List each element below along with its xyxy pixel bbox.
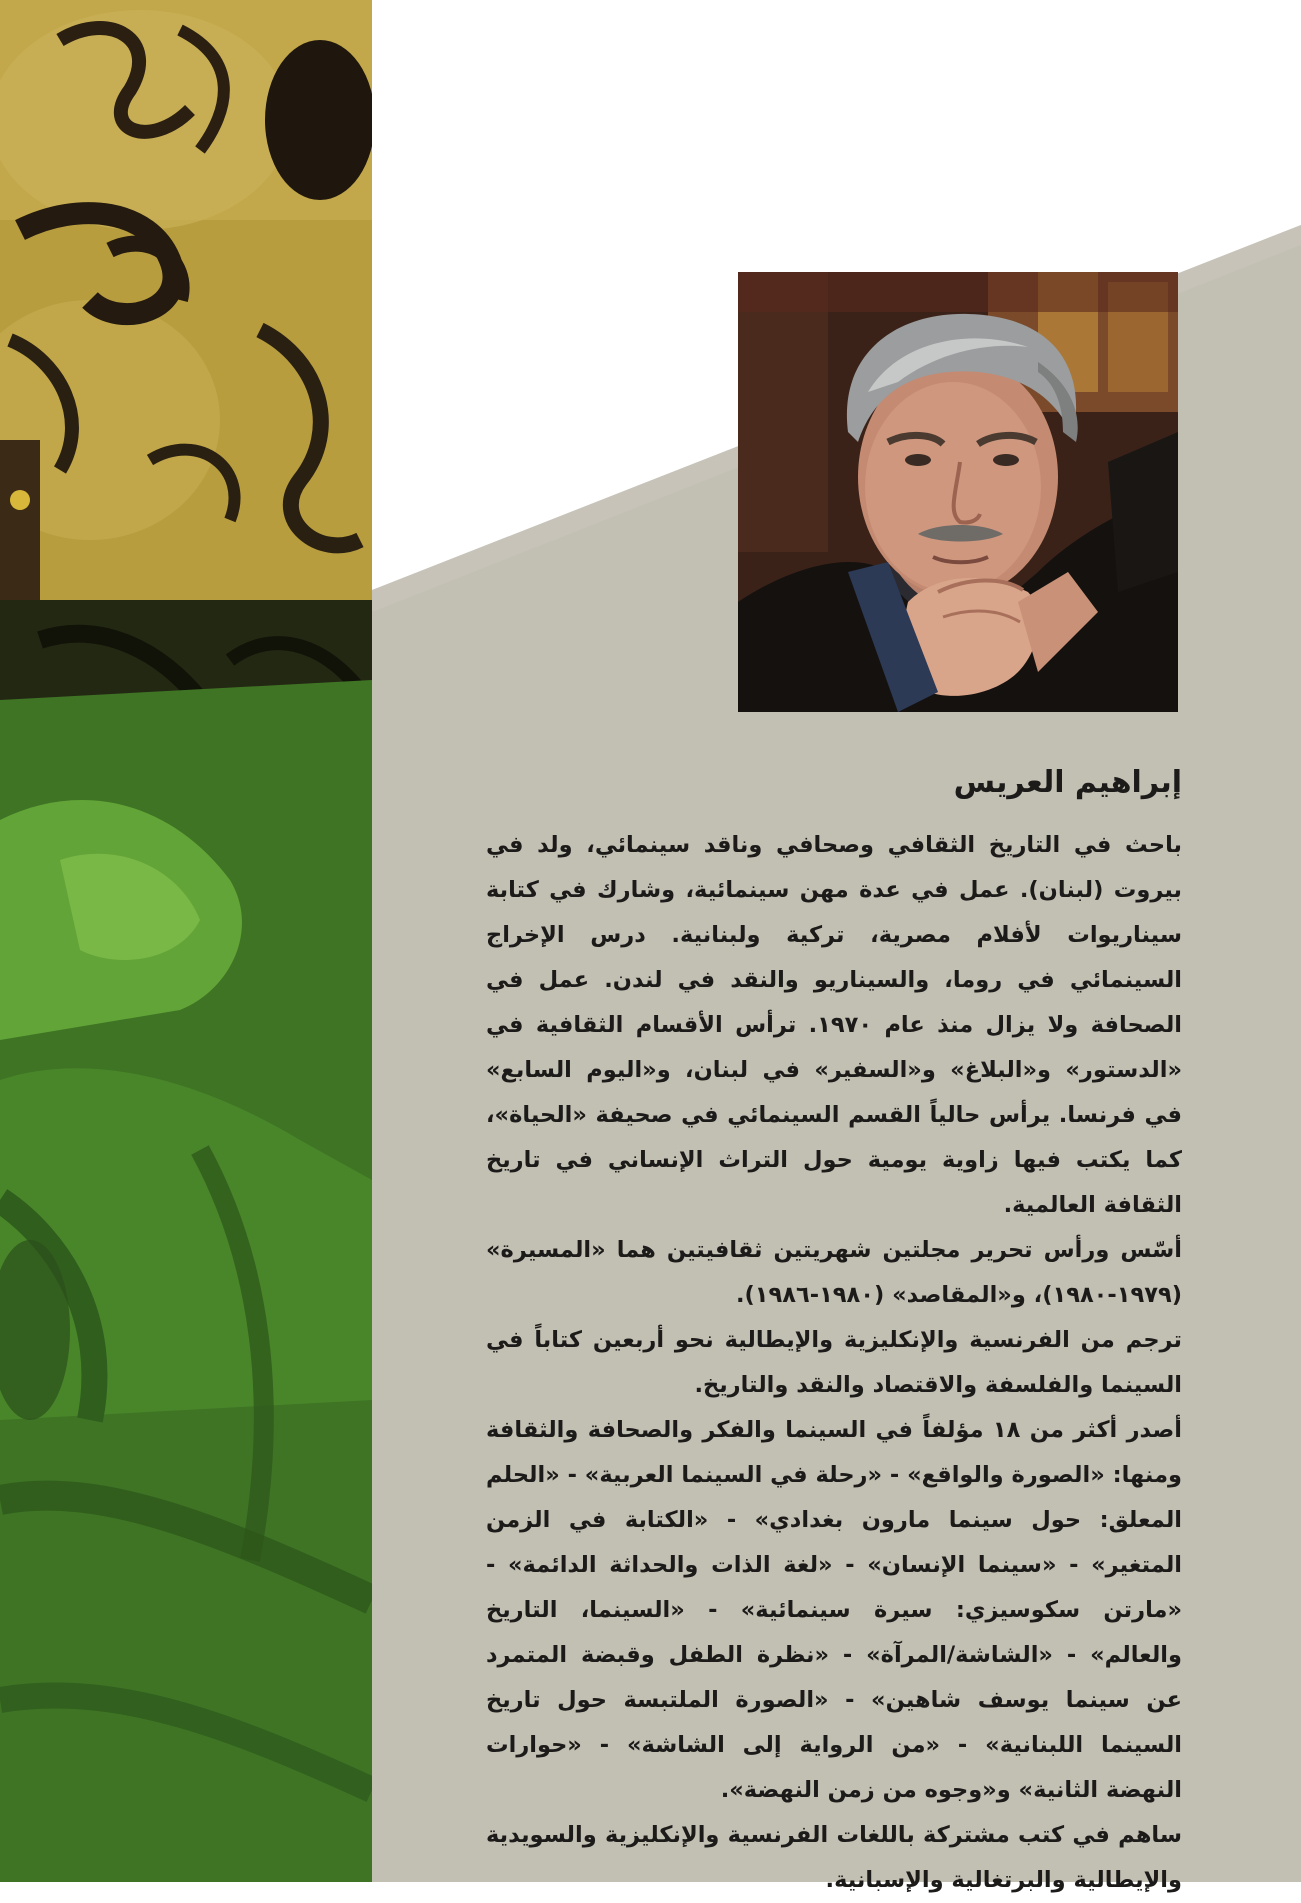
- author-portrait: [738, 272, 1178, 712]
- bio-paragraph-translations: ترجم من الفرنسية والإنكليزية والإيطالية نحو أربعين كتاباً في السينما والفلسفة والاقتصاد والنقد والتاريخ.: [486, 1327, 1182, 1398]
- bio-paragraph-publications: أصدر أكثر من ١٨ مؤلفاً في السينما والفكر والصحافة والثقافة ومنها: «الصورة والواقع» - «رحلة في السينما العربية» - «الحلم المعلق: حول سينما مارون بغدادي» - «الكتابة في الزمن المتغير» - «سينما الإنسان» - «لغة الذات والحداثة الدائمة» - «مارتن سكوسيزي: سيرة سينمائية» - «السينما، التاريخ والعالم» - «الشاشة/المرآة» - «نظرة الطفل وقبضة المتمرد عن سينما يوسف شاهين» - «الصورة الملتبسة حول تاريخ السينما اللبنانية» - «من الرواية إلى الشاشة» - «حوارات النهضة الثانية» و«وجوه من زمن النهضة».: [486, 1417, 1183, 1803]
- cover-artwork: [0, 0, 372, 1882]
- bio-paragraph-contributions: ساهم في كتب مشتركة باللغات الفرنسية والإنكليزية والسويدية والإيطالية والبرتغالية والإسبانية.: [486, 1822, 1182, 1893]
- cover-artwork-strip: [0, 0, 372, 1882]
- bio-paragraph-career: باحث في التاريخ الثقافي وصحافي وناقد سينمائي، ولد في بيروت (لبنان). عمل في عدة مهن سينمائية، وشارك في كتابة سيناريوات لأفلام مصرية، تركية ولبنانية. درس الإخراج السينمائي في روما، والسيناريو والنقد في لندن. عمل في الصحافة ولا يزال منذ عام ١٩٧٠. ترأس الأقسام الثقافية في «الدستور» و«البلاغ» و«السفير» في لبنان، و«اليوم السابع» في فرنسا. يرأس حالياً القسم السينمائي في صحيفة «الحياة»، كما يكتب فيها زاوية يومية حول التراث الإنساني في تاريخ الثقافة العالمية.: [486, 832, 1182, 1218]
- author-photo: [738, 272, 1178, 712]
- author-bio-section: [486, 765, 1182, 1903]
- author-name: إبراهيم العريس: [953, 765, 1182, 800]
- bio-paragraph-magazines: أسّس ورأس تحرير مجلتين شهريتين ثقافيتين هما «المسيرة» (١٩٧٩-١٩٨٠)، و«المقاصد» (١٩٨٠-١٩٨٦).: [486, 1237, 1182, 1308]
